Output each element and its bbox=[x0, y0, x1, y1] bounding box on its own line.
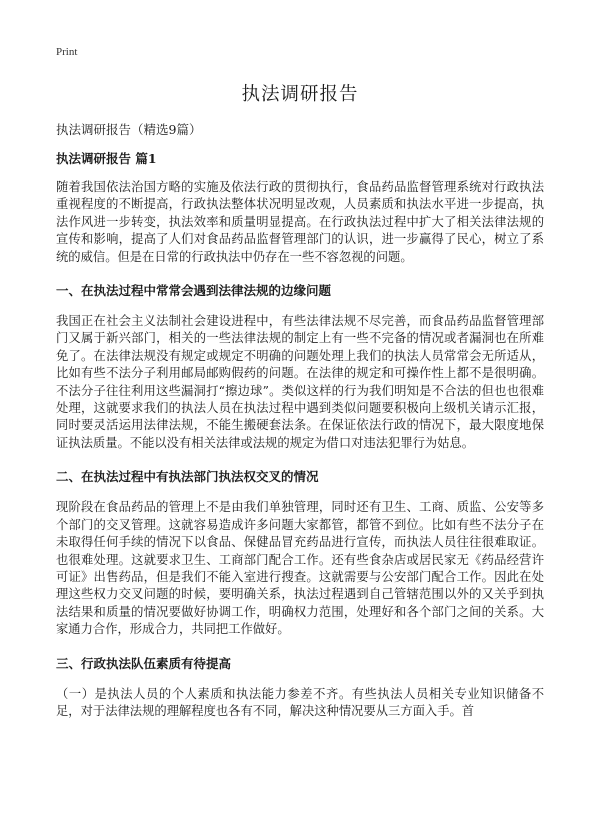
document-title: 执法调研报告 bbox=[241, 84, 359, 105]
document-body bbox=[56, 150, 544, 736]
paragraph-1: 我国正在社会主义法制社会建设进程中，有些法律法规不尽完善，而食品药品监督管理部门又属于新兴部门，相关的一些法律法规的制定上有一些不完备的情况或者漏洞也在所难免了。在法律法规没有规定或规定不明确的问题处理上我们的执法人员常常会无所适从，比如有些不法分子利用邮局邮购假药的问题。在法律的规定和可操作性上都不是很明确。不法分子往往利用这些漏洞打“擦边球”。类似这样的行为我们明知是不合法的但也也很难处理，这就要求我们的执法人员在执法过程中遇到类似问题要积极向上级机关请示汇报，同时要灵活运用法律法规，不能生搬硬套法条。在保证依法行政的情况下，最大限度地保证执法质量。不能以没有相关法律或法规的规定为借口对违法犯罪行为姑息。 bbox=[56, 314, 544, 450]
heading-2: 二、在执法过程中有执法部门执法权交叉的情况 bbox=[56, 469, 319, 485]
paragraph-2: 现阶段在食品药品的管理上不是由我们单独管理，同时还有卫生、工商、质监、公安等多个部门的交叉管理。这就容易造成许多问题大家都管，都管不到位。比如有些不法分子在未取得任何手续的情况下以食品、保健品冒充药品进行宣传，而执法人员往往很难取证。也很难处理。这就要求卫生、工商部门配合工作。还有些食杂店或居民家无《药品经营许可证》出售药品，但是我们不能入室进行搜查。这就需要与公安部门配合工作。因此在处理这些权力交叉问题的时候，要明确关系，执法过程遇到自己管辖范围以外的又关乎到执法结果和质量的情况要做好协调工作，明确权力范围，处理好和各个部门之间的关系。大家通力合作，形成合力，共同把工作做好。 bbox=[56, 500, 544, 637]
paragraph-3: （一）是执法人员的个人素质和执法能力参差不齐。有些执法人员相关专业知识储备不足，对于法律法规的理解程度也各有不同，解决这种情况要从三方面入手。首 bbox=[56, 686, 544, 718]
print-link[interactable]: Print bbox=[56, 46, 78, 58]
heading-3: 三、行政执法队伍素质有待提高 bbox=[56, 655, 232, 671]
heading-1: 一、在执法过程中常常会遇到法律法规的边缘问题 bbox=[56, 283, 332, 299]
intro-paragraph: 随着我国依法治国方略的实施及依法行政的贯彻执行，食品药品监督管理系统对行政执法重视程度的不断提高，行政执法整体状况明显改观，人员素质和执法水平进一步提高，执法作风进一步转变，执法效率和质量明显提高。在行政执法过程中扩大了相关法律法规的宣传和影响，提高了人们对食品药品监督管理部门的认识，进一步赢得了民心，树立了系统的威信。但是在日常的行政执法中仍存在一些不容忽视的问题。 bbox=[56, 180, 544, 264]
document-subtitle: 执法调研报告（精选9篇） bbox=[56, 122, 202, 137]
section-title: 执法调研报告 篇1 bbox=[56, 151, 157, 166]
